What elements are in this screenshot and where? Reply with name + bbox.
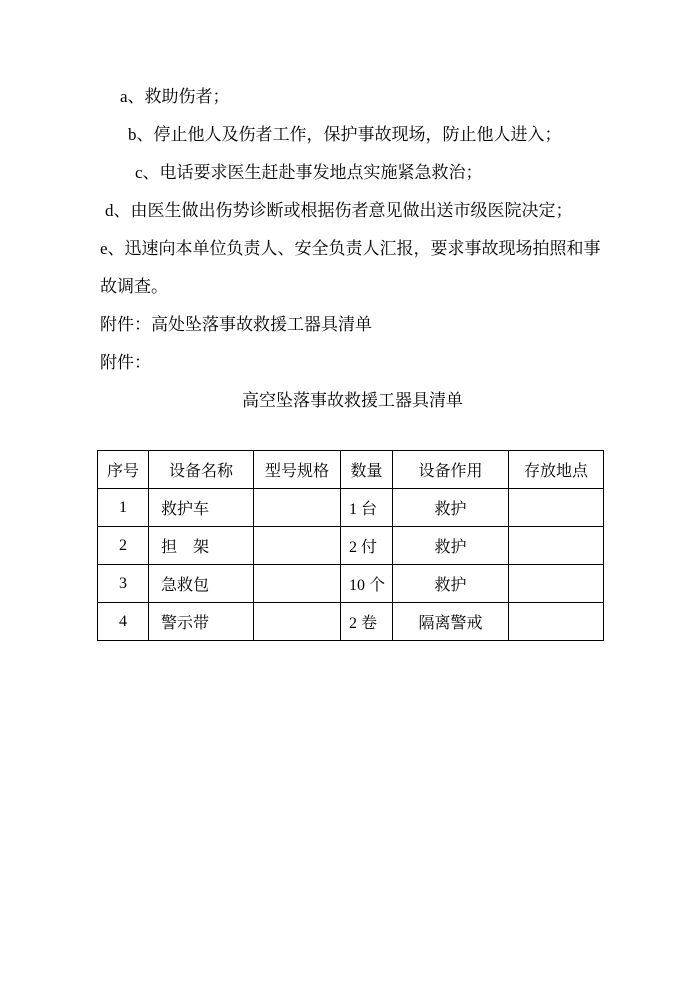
cell-equipment-purpose: 隔离警戒: [393, 603, 509, 641]
table-row: [98, 603, 604, 641]
cell-equipment-name: 担 架: [149, 527, 254, 565]
cell-quantity: 10 个: [341, 565, 393, 603]
cell-quantity: 2 卷: [341, 603, 393, 641]
table-row: [98, 489, 604, 527]
list-item-a: a、救助伤者；: [120, 87, 230, 106]
table-row: [98, 527, 604, 565]
cell-equipment-purpose: 救护: [393, 527, 509, 565]
list-item-c: c、电话要求医生赶赴事发地点实施紧急救治；: [135, 163, 483, 182]
cell-equipment-name: 警示带: [149, 603, 254, 641]
header-equipment-purpose: 设备作用: [393, 451, 509, 489]
cell-storage-location: [509, 527, 604, 565]
header-quantity: 数量: [341, 451, 393, 489]
cell-equipment-name: 救护车: [149, 489, 254, 527]
cell-model-spec: [254, 603, 341, 641]
equipment-table: [97, 450, 604, 641]
cell-model-spec: [254, 527, 341, 565]
table-title: 高空坠落事故救援工器具清单: [242, 391, 463, 410]
attachment-reference-line: 附件：高处坠落事故救援工器具清单: [100, 315, 372, 334]
header-serial-number: 序号: [98, 451, 149, 489]
cell-storage-location: [509, 565, 604, 603]
cell-serial-number: 3: [98, 565, 149, 603]
cell-serial-number: 4: [98, 603, 149, 641]
list-item-b: b、停止他人及伤者工作，保护事故现场，防止他人进入；: [128, 125, 562, 144]
cell-quantity: 2 付: [341, 527, 393, 565]
cell-model-spec: [254, 565, 341, 603]
attachment-label: 附件：: [100, 353, 151, 372]
cell-equipment-purpose: 救护: [393, 489, 509, 527]
cell-quantity: 1 台: [341, 489, 393, 527]
list-item-d: d、由医生做出伤势诊断或根据伤者意见做出送市级医院决定；: [105, 201, 573, 220]
cell-equipment-name: 急救包: [149, 565, 254, 603]
header-equipment-name: 设备名称: [149, 451, 254, 489]
table-header-row: [98, 451, 604, 489]
header-model-spec: 型号规格: [254, 451, 341, 489]
cell-model-spec: [254, 489, 341, 527]
table-row: [98, 565, 604, 603]
list-item-e: e、迅速向本单位负责人、安全负责人汇报，要求事故现场拍照和事故调查。: [100, 239, 601, 296]
cell-serial-number: 1: [98, 489, 149, 527]
cell-serial-number: 2: [98, 527, 149, 565]
cell-equipment-purpose: 救护: [393, 565, 509, 603]
cell-storage-location: [509, 603, 604, 641]
header-storage-location: 存放地点: [509, 451, 604, 489]
cell-storage-location: [509, 489, 604, 527]
